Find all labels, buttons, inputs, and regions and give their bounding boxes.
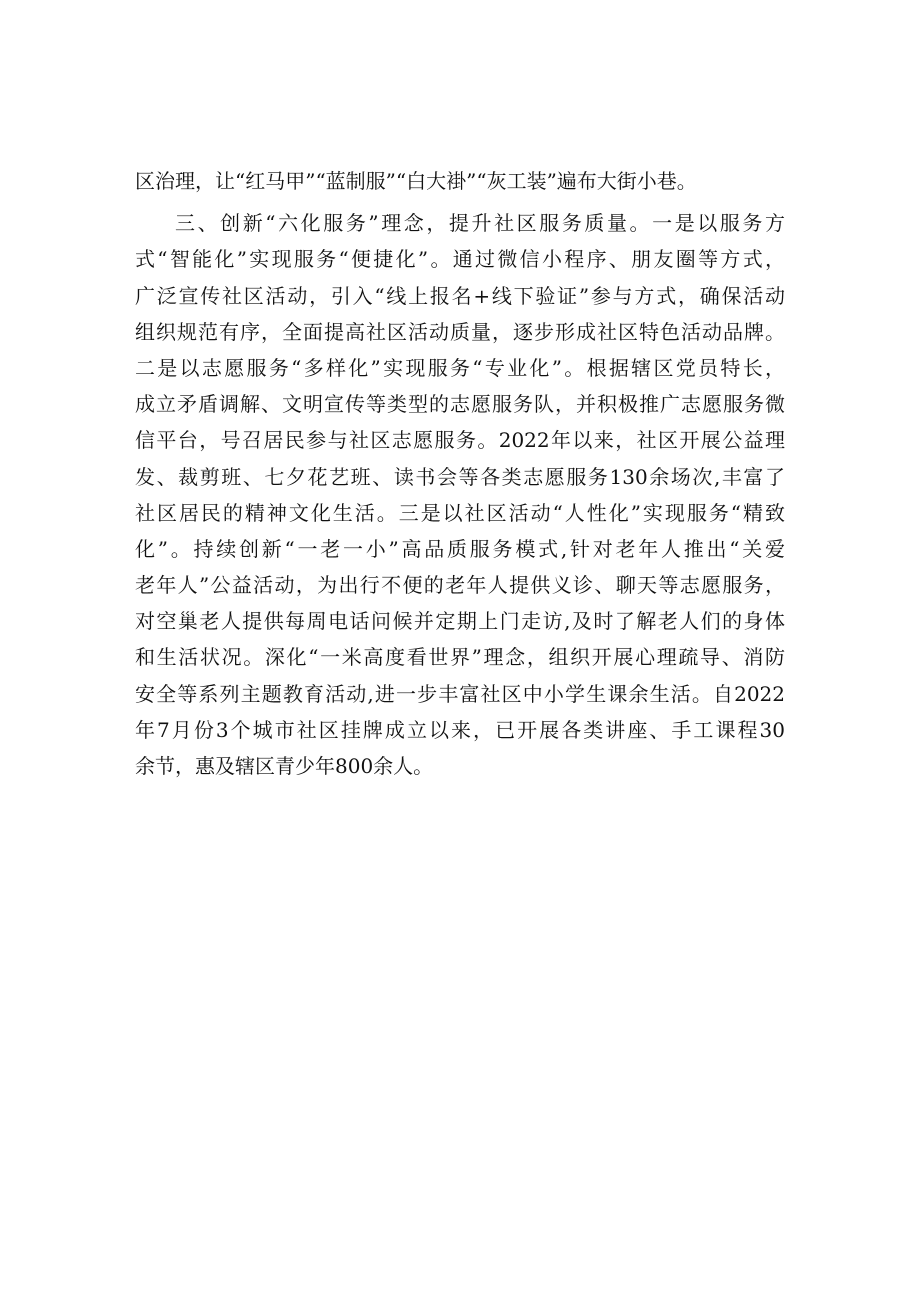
text-line-3: 式“智能化”实现服务“便捷化”。通过微信小程序、朋友圈等方式，: [135, 247, 785, 272]
text-line-7: 成立矛盾调解、文明宣传等类型的志愿服务队，并积极推广志愿服务微: [135, 392, 785, 417]
text-line-16: 年7月份3个城市社区挂牌成立以来，已开展各类讲座、手工课程30: [135, 717, 785, 742]
text-line-5: 组织规范有序，全面提高社区活动质量，逐步形成社区特色活动品牌。: [135, 319, 785, 344]
text-line-13: 对空巢老人提供每周电话问候并定期上门走访,及时了解老人们的身体: [135, 609, 785, 634]
text-line-9: 发、裁剪班、七夕花艺班、读书会等各类志愿服务130余场次,丰富了: [135, 464, 785, 489]
body-text: [135, 163, 785, 784]
text-line-12: 老年人”公益活动，为出行不便的老年人提供义诊、聊天等志愿服务，: [135, 573, 785, 598]
text-line-6: 二是以志愿服务“多样化”实现服务“专业化”。根据辖区党员特长，: [135, 355, 785, 380]
text-line-4: 广泛宣传社区活动，引入“线上报名+线下验证”参与方式，确保活动: [135, 283, 785, 308]
text-line-10: 社区居民的精神文化生活。三是以社区活动“人性化”实现服务“精致: [135, 500, 785, 525]
text-line-2: 三、创新“六化服务”理念，提升社区服务质量。一是以服务方: [175, 211, 785, 236]
text-line-11: 化”。持续创新“一老一小”高品质服务模式,针对老年人推出“关爱: [135, 536, 785, 561]
text-line-1: 区治理，让“红马甲”“蓝制服”“白大褂”“灰工装”遍布大街小巷。: [135, 169, 697, 193]
text-line-14: 和生活状况。深化“一米高度看世界”理念，组织开展心理疏导、消防: [135, 645, 785, 670]
text-line-8: 信平台，号召居民参与社区志愿服务。2022年以来，社区开展公益理: [135, 428, 785, 453]
text-line-17: 余节，惠及辖区青少年800余人。: [135, 754, 434, 778]
text-line-15: 安全等系列主题教育活动,进一步丰富社区中小学生课余生活。自2022: [135, 681, 785, 706]
